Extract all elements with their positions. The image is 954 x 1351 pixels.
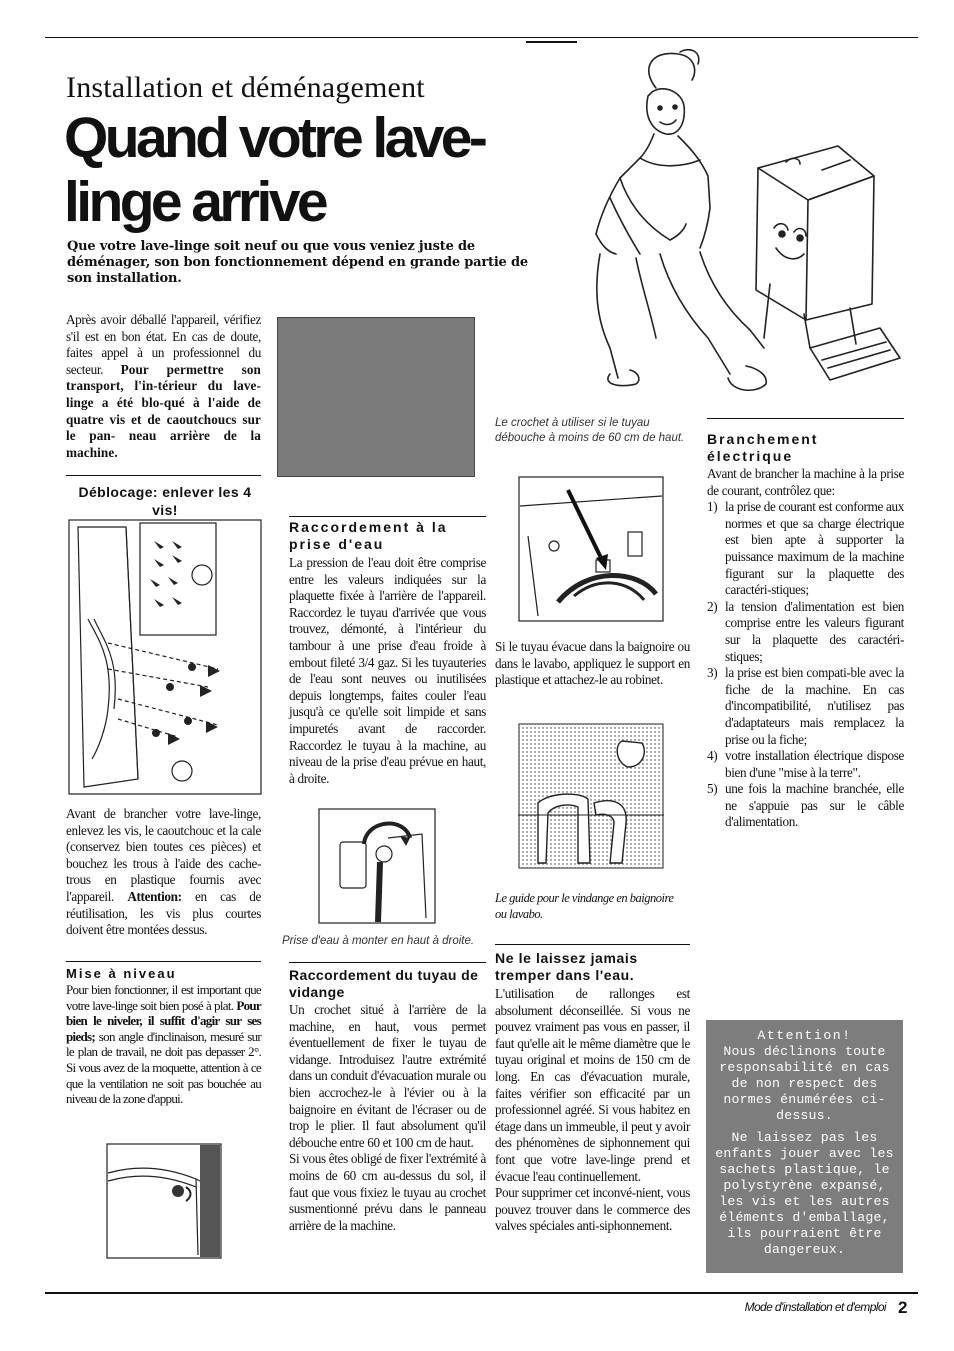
electrical-checklist	[707, 499, 904, 831]
water-connection-paragraph: La pression de l'eau doit être comprise entre les valeurs indiquées sur la plaquette fixée à l'arrière de l'appareil. Raccordez le tuyau d'arrivée que vous trouvez, démonté, à l'intérieur du tambour à une prise d'eau froide à embout fileté 3/4 gaz. Si les tuyauteries de l'eau sont neuves ou inutilisées depuis longtemps, faites couler l'eau jusqu'à ce qu'elle soit limpide et sans impuretés avant de raccorder. Raccordez le tuyau à la machine, au niveau de la prise d'eau prévue en haut, à droite.	[289, 555, 486, 786]
never-soak-heading: Ne le laissez jamais tremper dans l'eau.	[495, 950, 638, 983]
checklist-item: 5) une fois la machine branchée, elle ne s'appuie pas sur le câble d'alimentation.	[707, 781, 904, 830]
warning-liability-text: Nous déclinons toute responsabilité en cas de non respect des normes énumérées ci-dessus.	[719, 1044, 890, 1123]
warning-title: Attention!	[757, 1028, 852, 1043]
warning-children-text: Ne laissez pas les enfants jouer avec les sachets plastique, le polystyrène expansé, les vis et les autres éléments d'emballage, ils pourraient être dangereux.	[715, 1130, 894, 1257]
vidange-heading: Raccordement du tuyau de vidange	[289, 967, 479, 1000]
water-inlet-figure	[318, 808, 436, 924]
raccord-eau-rule	[289, 516, 486, 517]
machine-back-panel-screws-figure	[68, 519, 262, 795]
water-inlet-caption: Prise d'eau à monter en haut à droite.	[282, 935, 475, 947]
checklist-item: 2) la tension d'alimentation est bien comprise entre les valeurs figurant sur la plaquette des caractéri-stiques;	[707, 598, 904, 664]
intro-text: Que votre lave-linge soit neuf ou que vous veniez juste de déménager, son bon fonctionnement dépend en grande partie de son installation.	[67, 239, 528, 286]
footer-label: Mode d'installation et d'emploi	[744, 1300, 886, 1314]
extension-paragraph: L'utilisation de rallonges est absolument déconseillée. Si vous ne pouvez vraiment pas vous en passer, il faut qu'elle ait le même diamètre que le tuyau original et moins de 150 cm de long. En cas d'évacuation murale, faites vérifier son efficacité par un professionnel agréé. Si vous habitez en étage dans un immeuble, il peut y avoir des phénomènes de siphonnement qui font que votre lave-linge prend et évacue l'eau continuellement. Pour supprimer cet inconvé-nient, vous pouvez trouver dans le commerce des valves spéciales anti-siphonnement.	[495, 986, 690, 1234]
photo-placeholder	[277, 317, 475, 477]
unpacking-paragraph: Après avoir déballé l'appareil, vérifiez s'il est en bon état. En cas de doute, faites appel à un professionnel du secteur. Pour permettre son transport, l'in-térieur du lave-linge a été blo-qué à l'aide de quatre vis et de caoutchoucs sur le pan- neau arrière de la machine.	[66, 312, 261, 460]
mise-rule	[66, 961, 261, 962]
warning-box	[706, 1020, 903, 1273]
transport-lock-note: Pour permettre son transport, l'in-térieur du lave-linge a été blo-qué à l'aide de quatre vis et de caoutchoucs sur le pan- neau arrière de la machine.	[66, 361, 261, 460]
deblocage-rule	[66, 475, 261, 476]
raccordement-eau-heading: Raccordement à la prise d'eau	[289, 519, 448, 552]
section-subtitle: Installation et déménagement	[66, 71, 425, 104]
screws-removal-paragraph: Avant de brancher votre lave-linge, enlevez les vis, le caoutchouc et la cale (conservez bien toutes ces pièces) et bouchez les trous à l'aide des cache-trous en plastique fournis avec l'appareil. Attention: en cas de réutilisation, les vis plus courtes doivent être montées dessus.	[66, 806, 261, 938]
leveling-paragraph: Pour bien fonctionner, il est important que votre lave-linge soit bien posé à plat. Pour bien le niveler, il suffit d'agir sur ses pieds; son angle d'inclinaison, mesuré sur le plan de travail, ne doit pas depasser 2°. Si vous avez de la moquette, attention à ce que la ventilation ne soit pas bouchée au niveau de la zone d'appui.	[66, 982, 261, 1107]
electrical-connection-heading: Branchement électrique	[707, 431, 819, 464]
drain-guide-figure	[518, 723, 664, 869]
checklist-item: 4) votre installation électrique dispose bien d'une "mise à la terre".	[707, 748, 904, 780]
page-title	[64, 106, 604, 234]
top-rule	[45, 37, 918, 38]
page-number: 2	[898, 1298, 908, 1317]
electrical-intro: Avant de brancher la machine à la prise de courant, contrôlez que:	[707, 466, 904, 498]
branchement-rule	[707, 418, 904, 419]
page-title-line1: Quand votre lave-	[64, 106, 485, 170]
bottom-rule	[45, 1292, 918, 1294]
vidange-rule	[289, 962, 486, 963]
drain-guide-caption: Le guide pour le vindange en baignoire ou lavabo.	[495, 891, 674, 921]
bathtub-paragraph: Si le tuyau évacue dans la baignoire ou dans le lavabo, appliquez le support en plastique et attachez-le au robinet.	[495, 639, 690, 688]
woman-with-washing-machine-illustration	[560, 48, 910, 408]
attention-label: Attention:	[127, 888, 182, 904]
mise-a-niveau-heading: Mise à niveau	[66, 966, 177, 981]
leveling-foot-figure	[106, 1143, 222, 1259]
electrical-section	[707, 466, 904, 831]
page-title-line2: linge arrive	[64, 170, 325, 234]
checklist-item: 3) la prise est bien compati-ble avec la fiche de la machine. En cas d'incompatibilité, n'utilisez pas d'adaptateurs mais remplacez la prise ou la fiche;	[707, 665, 904, 747]
drain-paragraph: Un crochet situé à l'arrière de la machine, en haut, vous permet éventuellement de fixer le tuyau de vidange. Introduisez l'autre extrémité dans un conduit d'évacuation murale ou bien accrochez-le à l'évier ou à la baignoire en évitant de l'écraser ou de trop le plier. Il faut absolument qu'il débouche entre 60 et 100 cm de haut. Si vous êtes obligé de fixer l'extrémité à moins de 60 cm au-dessus du sol, il faut que vous fixiez le tuyau au crochet susmentionné prévu dans le panneau arrière de la machine.	[289, 1002, 486, 1233]
hook-caption: Le crochet à utiliser si le tuyau débouche à moins de 60 cm de haut.	[495, 417, 685, 444]
drain-hook-figure	[518, 476, 664, 622]
deblocage-heading: Déblocage: enlever les 4 vis!	[78, 484, 252, 518]
top-accent-rule	[526, 41, 577, 43]
tremper-rule	[495, 944, 690, 945]
checklist-item: 1) la prise de courant est conforme aux normes et que sa charge électrique est bien apte à supporter la puissance maximum de la machine figurant sur la plaquette des caractéri-stiques;	[707, 499, 904, 598]
